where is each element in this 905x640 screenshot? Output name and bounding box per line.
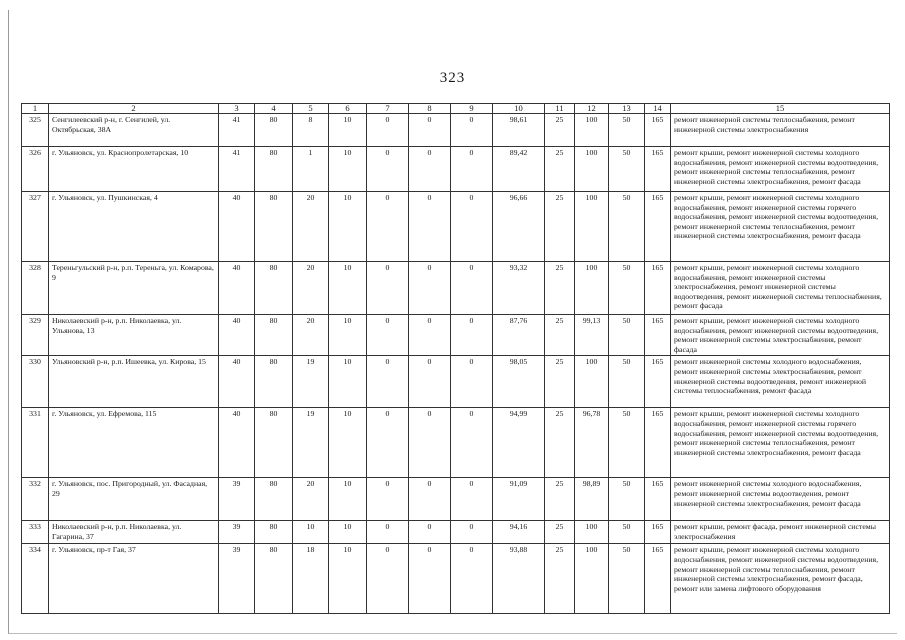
cell-value: 165 [645, 356, 671, 408]
cell-value: 0 [367, 478, 409, 521]
cell-value: 39 [219, 478, 255, 521]
header-row [22, 104, 890, 114]
table-row [22, 192, 890, 262]
cell-value: 40 [219, 408, 255, 478]
cell-value: 0 [409, 147, 451, 192]
cell-address: г. Ульяновск, пос. Пригородный, ул. Фасадная, 29 [49, 478, 219, 521]
column-header: 4 [255, 104, 293, 114]
cell-value: 165 [645, 114, 671, 147]
cell-works: ремонт крыши, ремонт инженерной системы холодного водоснабжения, ремонт инженерной системы горячего водоснабжения, ремонт инженерной системы водоотведения, ремонт инженерной системы теплоснабжения, ремонт инженерной системы электроснабжения, ремонт фасада [671, 192, 890, 262]
column-header: 15 [671, 104, 890, 114]
cell-works: ремонт инженерной системы теплоснабжения, ремонт инженерной системы электроснабжения [671, 114, 890, 147]
cell-value: 0 [367, 114, 409, 147]
cell-value: 80 [255, 521, 293, 544]
cell-value: 93,88 [493, 544, 545, 614]
column-header: 3 [219, 104, 255, 114]
cell-value: 0 [409, 114, 451, 147]
cell-value: 80 [255, 114, 293, 147]
cell-value: 10 [329, 521, 367, 544]
cell-row-number: 329 [22, 315, 49, 356]
cell-value: 41 [219, 147, 255, 192]
cell-value: 0 [451, 315, 493, 356]
cell-value: 165 [645, 408, 671, 478]
cell-value: 50 [609, 315, 645, 356]
cell-value: 80 [255, 147, 293, 192]
cell-row-number: 333 [22, 521, 49, 544]
cell-value: 165 [645, 192, 671, 262]
cell-works: ремонт крыши, ремонт инженерной системы холодного водоснабжения, ремонт инженерной системы электроснабжения, ремонт инженерной системы водоотведения, ремонт инженерной системы теплоснабжения, ремонт фасада [671, 262, 890, 315]
cell-value: 99,13 [575, 315, 609, 356]
cell-value: 0 [409, 408, 451, 478]
cell-value: 25 [545, 544, 575, 614]
cell-address: Николаевский р-н, р.п. Николаевка, ул. Гагарина, 37 [49, 521, 219, 544]
cell-value: 0 [451, 114, 493, 147]
cell-value: 165 [645, 147, 671, 192]
cell-value: 0 [367, 544, 409, 614]
cell-value: 94,16 [493, 521, 545, 544]
cell-address: Николаевский р-н, р.п. Николаевка, ул. Ульянова, 13 [49, 315, 219, 356]
column-header: 7 [367, 104, 409, 114]
cell-value: 94,99 [493, 408, 545, 478]
cell-row-number: 326 [22, 147, 49, 192]
cell-value: 165 [645, 315, 671, 356]
cell-value: 0 [451, 262, 493, 315]
cell-value: 0 [409, 521, 451, 544]
cell-works: ремонт крыши, ремонт инженерной системы холодного водоснабжения, ремонт инженерной системы водоотведения, ремонт инженерной системы теплоснабжения, ремонт инженерной системы электроснабжения, ремонт фасада, ремонт или замена лифтового оборудования [671, 544, 890, 614]
cell-value: 98,89 [575, 478, 609, 521]
cell-value: 0 [451, 192, 493, 262]
cell-value: 0 [451, 356, 493, 408]
cell-value: 39 [219, 521, 255, 544]
cell-value: 10 [329, 114, 367, 147]
cell-value: 40 [219, 192, 255, 262]
cell-value: 80 [255, 192, 293, 262]
cell-value: 0 [451, 478, 493, 521]
cell-value: 10 [329, 478, 367, 521]
cell-value: 10 [329, 262, 367, 315]
cell-value: 25 [545, 114, 575, 147]
cell-address: г. Ульяновск, пр-т Гая, 37 [49, 544, 219, 614]
cell-value: 10 [329, 147, 367, 192]
cell-works: ремонт крыши, ремонт инженерной системы холодного водоснабжения, ремонт инженерной системы горячего водоснабжения, ремонт инженерной системы водоотведения, ремонт инженерной системы теплоснабжения, ремонт инженерной системы электроснабжения, ремонт фасада [671, 408, 890, 478]
cell-row-number: 328 [22, 262, 49, 315]
cell-row-number: 330 [22, 356, 49, 408]
cell-value: 165 [645, 478, 671, 521]
cell-value: 18 [293, 544, 329, 614]
cell-value: 100 [575, 544, 609, 614]
cell-value: 0 [409, 315, 451, 356]
table-row [22, 147, 890, 192]
cell-value: 8 [293, 114, 329, 147]
cell-value: 0 [451, 544, 493, 614]
cell-value: 0 [367, 356, 409, 408]
table-row [22, 356, 890, 408]
cell-value: 0 [451, 147, 493, 192]
column-header: 11 [545, 104, 575, 114]
cell-value: 96,78 [575, 408, 609, 478]
cell-value: 0 [451, 408, 493, 478]
table-row [22, 521, 890, 544]
cell-value: 50 [609, 356, 645, 408]
cell-value: 10 [329, 356, 367, 408]
cell-value: 50 [609, 262, 645, 315]
cell-address: г. Ульяновск, ул. Пушкинская, 4 [49, 192, 219, 262]
cell-value: 0 [409, 478, 451, 521]
cell-value: 96,66 [493, 192, 545, 262]
cell-value: 1 [293, 147, 329, 192]
cell-value: 25 [545, 408, 575, 478]
cell-row-number: 325 [22, 114, 49, 147]
cell-value: 50 [609, 521, 645, 544]
cell-value: 100 [575, 521, 609, 544]
cell-value: 10 [329, 544, 367, 614]
cell-value: 50 [609, 192, 645, 262]
cell-value: 165 [645, 521, 671, 544]
column-header: 14 [645, 104, 671, 114]
cell-value: 0 [409, 356, 451, 408]
cell-value: 0 [367, 262, 409, 315]
cell-row-number: 331 [22, 408, 49, 478]
column-header: 1 [22, 104, 49, 114]
cell-value: 80 [255, 478, 293, 521]
cell-value: 39 [219, 544, 255, 614]
cell-value: 0 [409, 192, 451, 262]
cell-row-number: 334 [22, 544, 49, 614]
cell-address: г. Ульяновск, ул. Ефремова, 115 [49, 408, 219, 478]
cell-value: 50 [609, 544, 645, 614]
cell-value: 40 [219, 315, 255, 356]
cell-value: 20 [293, 315, 329, 356]
cell-value: 10 [329, 192, 367, 262]
cell-value: 100 [575, 356, 609, 408]
table-row [22, 408, 890, 478]
cell-address: г. Ульяновск, ул. Краснопролетарская, 10 [49, 147, 219, 192]
data-table [21, 103, 890, 614]
column-header: 12 [575, 104, 609, 114]
cell-value: 20 [293, 478, 329, 521]
cell-value: 100 [575, 147, 609, 192]
table-row [22, 478, 890, 521]
cell-value: 100 [575, 114, 609, 147]
cell-value: 0 [409, 262, 451, 315]
cell-value: 0 [367, 192, 409, 262]
cell-works: ремонт крыши, ремонт фасада, ремонт инженерной системы электроснабжения [671, 521, 890, 544]
cell-value: 20 [293, 192, 329, 262]
cell-value: 10 [329, 315, 367, 356]
table-row [22, 114, 890, 147]
cell-works: ремонт крыши, ремонт инженерной системы холодного водоснабжения, ремонт инженерной системы водоотведения, ремонт инженерной системы электроснабжения, ремонт фасада [671, 315, 890, 356]
column-header: 9 [451, 104, 493, 114]
cell-row-number: 332 [22, 478, 49, 521]
cell-value: 80 [255, 408, 293, 478]
cell-value: 19 [293, 356, 329, 408]
cell-value: 0 [367, 315, 409, 356]
cell-value: 40 [219, 356, 255, 408]
cell-value: 165 [645, 262, 671, 315]
column-header: 5 [293, 104, 329, 114]
cell-value: 25 [545, 147, 575, 192]
cell-works: ремонт инженерной системы холодного водоснабжения, ремонт инженерной системы водоотведения, ремонт инженерной системы электроснабжения, ремонт фасада [671, 478, 890, 521]
table-row [22, 262, 890, 315]
cell-value: 80 [255, 544, 293, 614]
cell-value: 80 [255, 356, 293, 408]
column-header: 10 [493, 104, 545, 114]
cell-value: 87,76 [493, 315, 545, 356]
cell-value: 19 [293, 408, 329, 478]
cell-value: 20 [293, 262, 329, 315]
cell-value: 25 [545, 315, 575, 356]
cell-value: 25 [545, 521, 575, 544]
cell-value: 98,61 [493, 114, 545, 147]
cell-value: 0 [451, 521, 493, 544]
cell-address: Сенгилеевский р-н, г. Сенгилей, ул. Октябрьская, 38А [49, 114, 219, 147]
cell-value: 80 [255, 262, 293, 315]
cell-works: ремонт крыши, ремонт инженерной системы холодного водоснабжения, ремонт инженерной системы водоотведения, ремонт инженерной системы теплоснабжения, ремонт инженерной системы электроснабжения, ремонт фасада [671, 147, 890, 192]
column-header: 6 [329, 104, 367, 114]
cell-value: 50 [609, 478, 645, 521]
cell-value: 50 [609, 114, 645, 147]
cell-value: 10 [293, 521, 329, 544]
cell-value: 100 [575, 262, 609, 315]
cell-value: 0 [409, 544, 451, 614]
table-row [22, 544, 890, 614]
cell-value: 41 [219, 114, 255, 147]
cell-row-number: 327 [22, 192, 49, 262]
cell-value: 0 [367, 408, 409, 478]
cell-value: 165 [645, 544, 671, 614]
cell-value: 50 [609, 147, 645, 192]
column-header: 8 [409, 104, 451, 114]
page-number: 323 [439, 70, 466, 86]
cell-value: 0 [367, 147, 409, 192]
column-header: 2 [49, 104, 219, 114]
cell-address: Тереньгульский р-н, р.п. Тереньга, ул. Комарова, 9 [49, 262, 219, 315]
cell-value: 93,32 [493, 262, 545, 315]
cell-works: ремонт инженерной системы холодного водоснабжения, ремонт инженерной системы электроснабжения, ремонт инженерной системы водоотведения, ремонт инженерной системы теплоснабжения, ремонт фасада [671, 356, 890, 408]
cell-value: 91,09 [493, 478, 545, 521]
cell-value: 25 [545, 262, 575, 315]
cell-value: 10 [329, 408, 367, 478]
table-row [22, 315, 890, 356]
cell-value: 25 [545, 478, 575, 521]
cell-value: 40 [219, 262, 255, 315]
cell-value: 98,05 [493, 356, 545, 408]
cell-value: 25 [545, 356, 575, 408]
cell-value: 0 [367, 521, 409, 544]
cell-value: 100 [575, 192, 609, 262]
column-header: 13 [609, 104, 645, 114]
cell-value: 25 [545, 192, 575, 262]
cell-value: 80 [255, 315, 293, 356]
cell-value: 50 [609, 408, 645, 478]
cell-address: Ульяновский р-н, р.п. Ишеевка, ул. Кирова, 15 [49, 356, 219, 408]
cell-value: 89,42 [493, 147, 545, 192]
